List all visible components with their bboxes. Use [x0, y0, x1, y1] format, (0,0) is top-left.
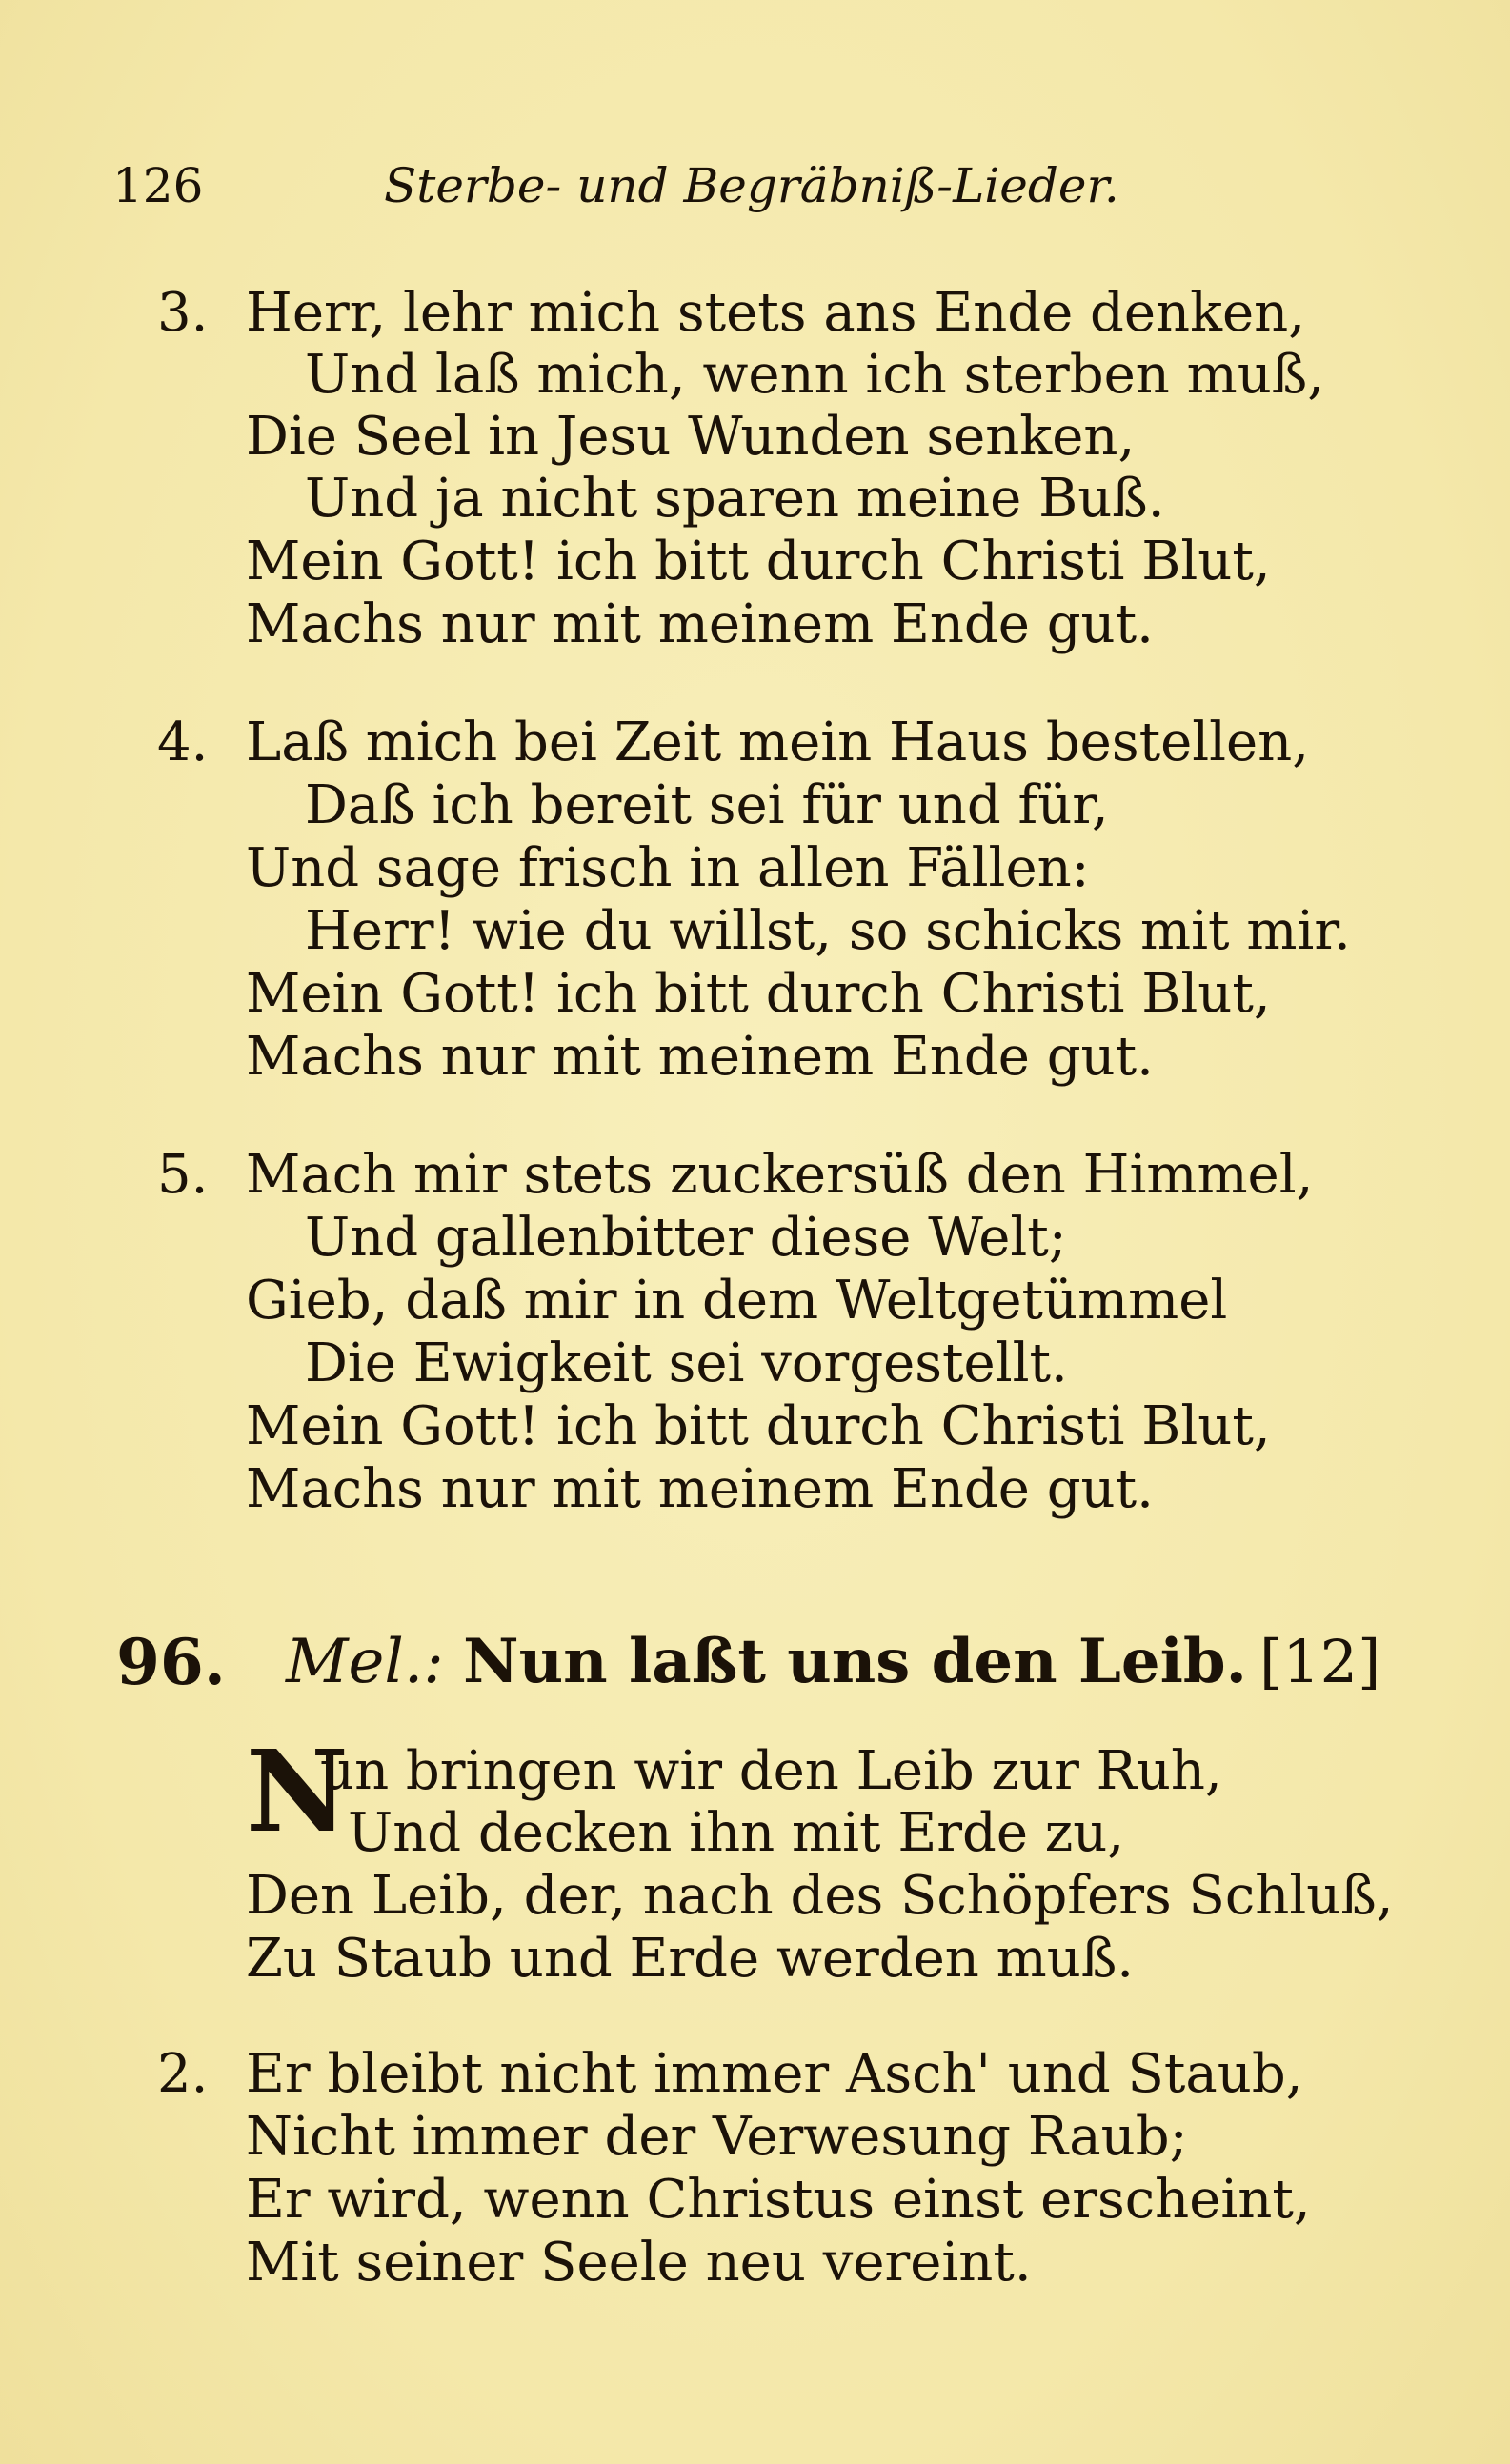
running-title: Sterbe- und Begräbniß-Lieder. — [384, 158, 1119, 213]
hymn-number: 96. — [116, 1625, 226, 1699]
refrain-line: Mein Gott! ich bitt durch Christi Blut, — [246, 963, 1271, 1025]
melody-title: Nun laßt uns den Leib. — [463, 1626, 1247, 1697]
page-number: 126 — [112, 158, 204, 213]
verse-line: Und ja nicht sparen meine Buß. — [305, 468, 1165, 530]
refrain-line: Mein Gott! ich bitt durch Christi Blut, — [246, 1395, 1271, 1457]
verse-number: 3. — [157, 282, 209, 344]
verse-line: Mach mir stets zuckersüß den Himmel, — [246, 1144, 1314, 1206]
verse-line: Und laß mich, wenn ich sterben muß, — [305, 344, 1324, 406]
verse-line: Und sage frisch in allen Fällen: — [246, 837, 1090, 899]
drop-cap: N — [246, 1725, 349, 1857]
refrain-line: Machs nur mit meinem Ende gut. — [246, 593, 1154, 655]
verse-line: Herr! wie du willst, so schicks mit mir. — [305, 900, 1351, 962]
verse-line: Nicht immer der Verwesung Raub; — [246, 2106, 1188, 2168]
verse-line: un bringen wir den Leib zur Ruh, — [320, 1740, 1222, 1802]
verse-line: Laß mich bei Zeit mein Haus bestellen, — [246, 711, 1310, 773]
verse-line: Gieb, daß mir in dem Weltgetümmel — [246, 1270, 1228, 1332]
verse-line: Und decken ihn mit Erde zu, — [348, 1802, 1125, 1864]
verse-line: Die Ewigkeit sei vorgestellt. — [305, 1332, 1068, 1394]
verse-line: Und gallenbitter diese Welt; — [305, 1207, 1067, 1269]
verse-line: Er bleibt nicht immer Asch' und Staub, — [246, 2043, 1303, 2105]
verse-line: Zu Staub und Erde werden muß. — [246, 1928, 1135, 1990]
verse-number: 2. — [157, 2043, 209, 2105]
hymn-reference: [12] — [1259, 1627, 1381, 1696]
refrain-line: Mein Gott! ich bitt durch Christi Blut, — [246, 531, 1271, 592]
refrain-line: Machs nur mit meinem Ende gut. — [246, 1026, 1154, 1088]
verse-number: 4. — [157, 711, 209, 773]
verse-line: Mit seiner Seele neu vereint. — [246, 2232, 1032, 2294]
page-header — [112, 152, 1122, 219]
melody-line — [286, 1624, 1247, 1700]
verse-line: Die Seel in Jesu Wunden senken, — [246, 406, 1136, 468]
refrain-line: Machs nur mit meinem Ende gut. — [246, 1458, 1154, 1520]
verse-line: Herr, lehr mich stets ans Ende denken, — [246, 282, 1306, 344]
verse-line: Daß ich bereit sei für und für, — [305, 774, 1109, 836]
verse-number: 5. — [157, 1144, 209, 1206]
verse-line: Den Leib, der, nach des Schöpfers Schluß, — [246, 1865, 1394, 1927]
verse-line: Er wird, wenn Christus einst erscheint, — [246, 2169, 1311, 2231]
melody-label: Mel.: — [286, 1627, 444, 1697]
